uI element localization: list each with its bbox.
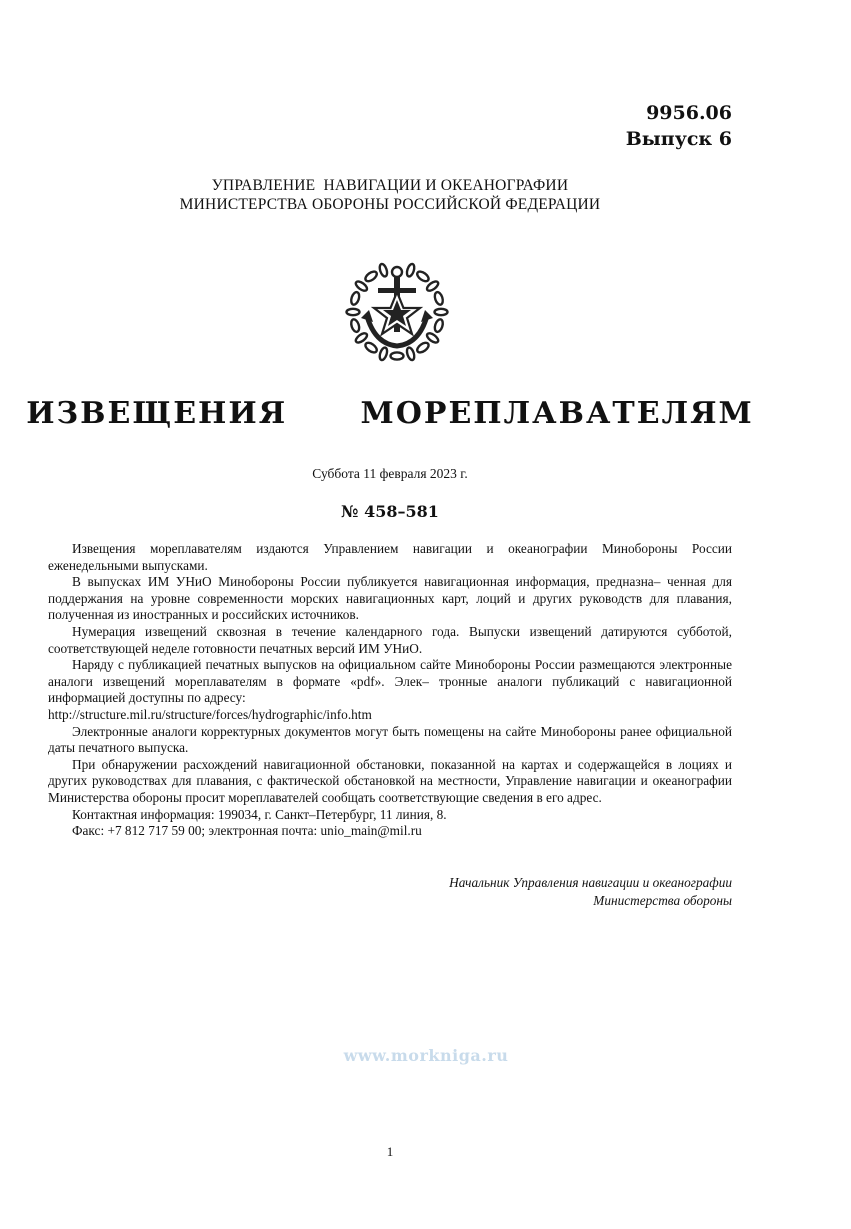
- paragraph: В выпусках ИМ УНиО Минобороны России публикуется навигационная информация, предназна– ченная для поддержания на уровне современности морских навигационных карт, лоций и других руководств для плавания, полученная из иностранных и российских источников.: [48, 574, 732, 623]
- paragraph: Извещения мореплавателям издаются Управлением навигации и океанографии Минобороны России еженедельными выпусками.: [48, 541, 732, 573]
- signature-block: [449, 874, 732, 910]
- website-link[interactable]: http://structure.mil.ru/structure/forces/hydrographic/info.htm: [48, 706, 372, 722]
- issue-numbers: № 458–581: [341, 502, 439, 521]
- page-number: 1: [386, 1144, 394, 1159]
- signature-line-2: Министерства обороны: [593, 893, 732, 908]
- document-header: [626, 100, 732, 152]
- paragraph: Нумерация извещений сквозная в течение календарного года. Выпуски извещений датируются субботой, соответствующей неделе готовности печатных версий ИМ УНиО.: [48, 623, 732, 656]
- paragraph: Электронные аналоги корректурных документов могут быть помещены на сайте Минобороны ранее официальной даты печатного выпуска.: [48, 723, 732, 756]
- organization-line-2: МИНИСТЕРСТВА ОБОРОНЫ РОССИЙСКОЙ ФЕДЕРАЦИИ: [179, 196, 601, 213]
- paragraph: Наряду с публикацией печатных выпусков на официальном сайте Минобороны России размещаются электронные аналоги извещений мореплавателям в формате «pdf». Элек– тронные аналоги публикаций с навигационной информацией доступны по адресу:: [48, 657, 732, 706]
- organization-name: [0, 176, 780, 214]
- publication-date: Суббота 11 февраля 2023 г.: [312, 466, 468, 481]
- contact-address: Контактная информация: 199034, г. Санкт–Петербург, 11 линия, 8.: [72, 806, 447, 822]
- organization-line-1: УПРАВЛЕНИЕ НАВИГАЦИИ И ОКЕАНОГРАФИИ: [211, 177, 569, 194]
- introduction-text: [48, 541, 732, 840]
- contact-fax-email: Факс: +7 812 717 59 00; электронная почта: unio_main@mil.ru: [72, 823, 422, 839]
- document-number: 9956.06: [646, 102, 732, 124]
- anchor-star-chain-emblem-icon: [345, 258, 449, 362]
- paragraph: При обнаружении расхождений навигационной обстановки, показанной на картах и содержащейся в лоциях и других руководствах для плавания, с фактической обстановкой на местности, Управление навигации и океанографии Министерства обороны просит мореплавателей сообщать соответствующие сведения в его адрес.: [48, 756, 732, 805]
- publication-title: ИЗВЕЩЕНИЯ МОРЕПЛАВАТЕЛЯМ: [26, 396, 754, 431]
- watermark: www.morkniga.ru: [343, 1046, 509, 1065]
- signature-line-1: Начальник Управления навигации и океанографии: [449, 875, 732, 890]
- issue-label: Выпуск 6: [625, 128, 732, 150]
